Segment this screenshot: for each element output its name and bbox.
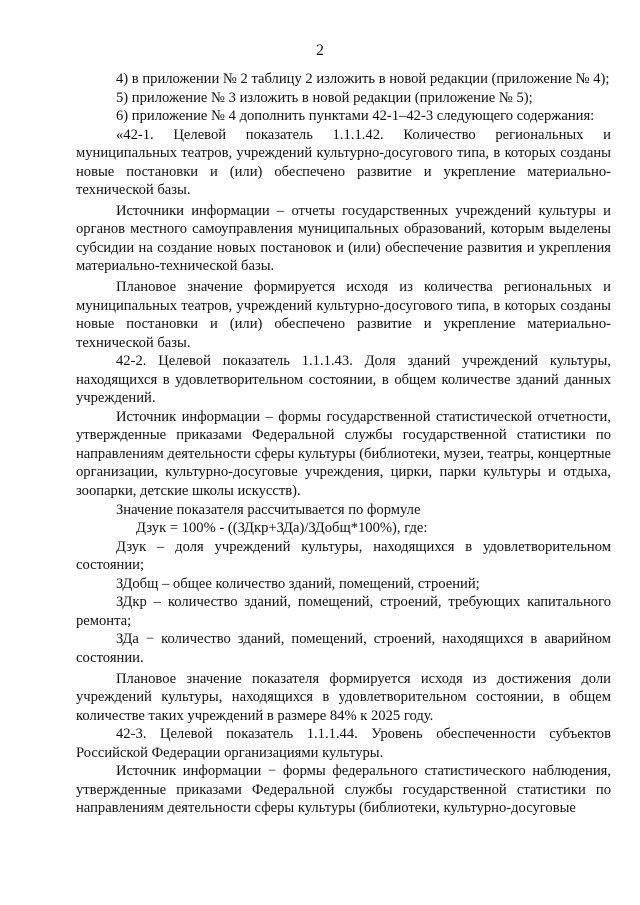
paragraph: 42-2. Целевой показатель 1.1.1.43. Доля зданий учреждений культуры, находящихся в удовлетворительном состоянии, в общем количестве зданий данных учреждений. <box>76 353 611 407</box>
definition: ЗДа − количество зданий, помещений, строений, находящихся в аварийном состоянии. <box>76 631 611 666</box>
paragraph: Плановое значение показателя формируется исходя из достижения доли учреждений культуры, находящихся в удовлетворительном состоянии, в общем количестве таких учреждений в размере 84% к 2025 году. <box>76 670 611 724</box>
document-body <box>76 70 611 818</box>
page-number: 2 <box>316 42 324 59</box>
paragraph: 42-3. Целевой показатель 1.1.1.44. Уровень обеспеченности субъектов Российской Федерации организациями культуры. <box>76 726 611 761</box>
paragraph: Источник информации − формы федерального статистического наблюдения, утвержденные приказами Федеральной службы государственной статистики по направлениям деятельности сферы культуры (библиотеки, культурно-досуговые <box>76 763 611 817</box>
paragraph: Значение показателя рассчитывается по формуле <box>116 501 421 518</box>
formula: Дзук = 100% - ((ЗДкр+ЗДа)/ЗДобщ*100%), где: <box>136 520 428 537</box>
paragraph: Источник информации – формы государственной статистической отчетности, утвержденные приказами Федеральной службы государственной статистики по направлениям деятельности сферы культуры (библиотеки, музеи, театры, концертные организации, культурно-досуговые учреждения, цирки, парки культуры и отдыха, зоопарки, детские школы искусств). <box>76 408 611 500</box>
definition: ЗДобщ – общее количество зданий, помещений, строений; <box>116 575 480 592</box>
paragraph: Источники информации – отчеты государственных учреждений культуры и органов местного самоуправления муниципальных образований, которым выделены субсидии на создание новых постановок и (или) обеспечение развития и укрепления материально-технической базы. <box>76 202 611 275</box>
paragraph: 5) приложение № 3 изложить в новой редакции (приложение № 5); <box>116 89 533 106</box>
definition: ЗДкр – количество зданий, помещений, строений, требующих капитального ремонта; <box>76 594 611 629</box>
paragraph: «42-1. Целевой показатель 1.1.1.42. Количество региональных и муниципальных театров, учреждений культурно-досугового типа, в которых созданы новые постановки и (или) обеспечено развитие и укрепление материально-технической базы. <box>76 126 611 199</box>
paragraph: Плановое значение формируется исходя из количества региональных и муниципальных театров, учреждений культурно-досугового типа, в которых созданы новые постановки и (или) обеспечено развитие и укрепление материально-технической базы. <box>76 279 611 351</box>
definition: Дзук – доля учреждений культуры, находящихся в удовлетворительном состоянии; <box>76 538 611 574</box>
paragraph: 4) в приложении № 2 таблицу 2 изложить в новой редакции (приложение № 4); <box>116 71 610 87</box>
paragraph: 6) приложение № 4 дополнить пунктами 42-1–42-3 следующего содержания: <box>116 108 595 125</box>
